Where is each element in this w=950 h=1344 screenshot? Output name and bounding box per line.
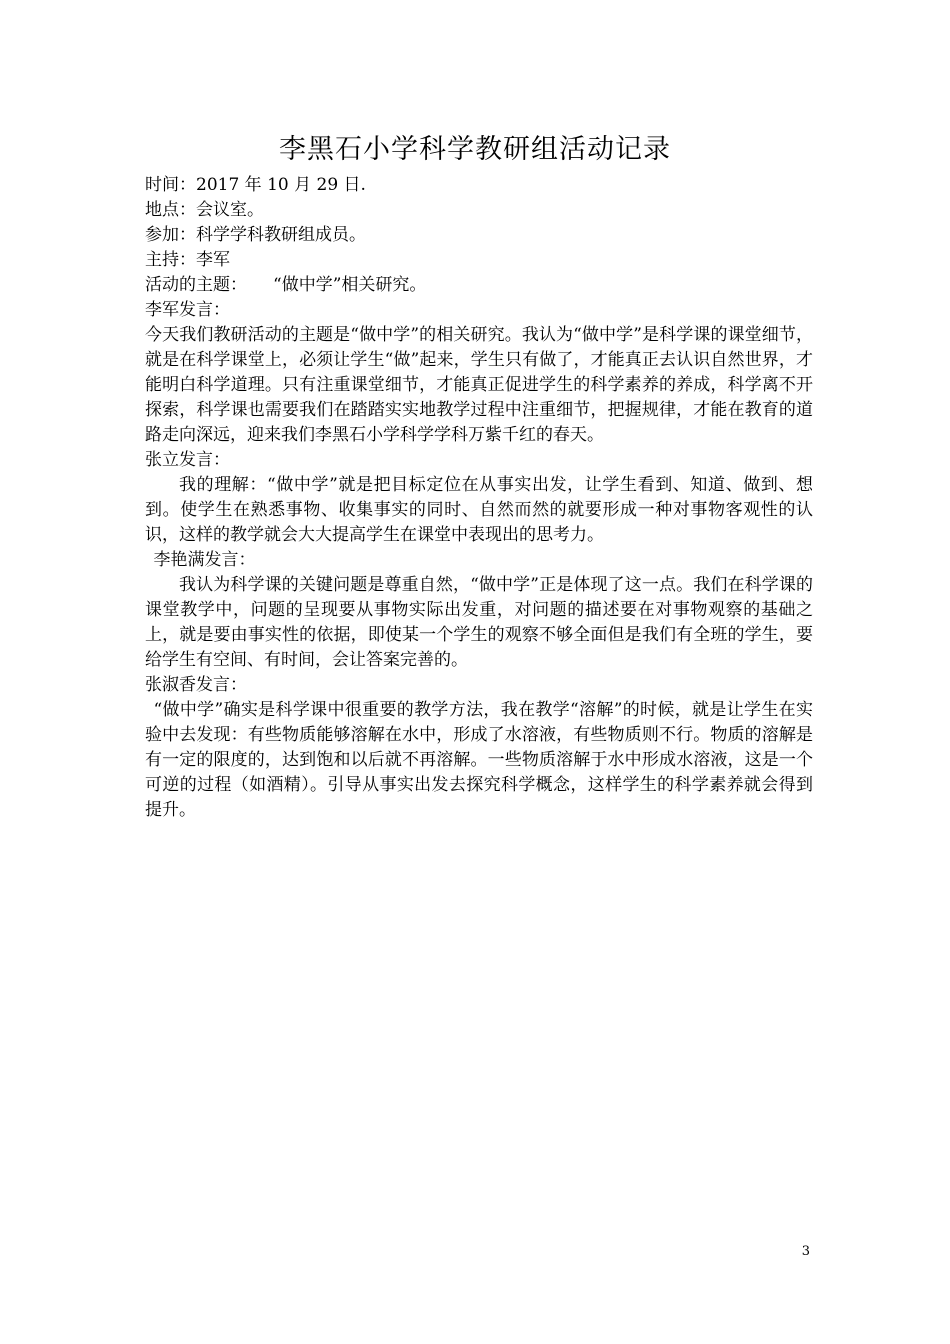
- meta-host: 主持：李军: [145, 250, 230, 270]
- meta-topic: [145, 273, 813, 298]
- page-number: 3: [801, 1244, 810, 1259]
- speech-paragraph: “做中学”确实是科学课中很重要的教学方法，我在教学“溶解”的时候，就是让学生在实验中去发现：有些物质能够溶解在水中，形成了水溶液，有些物质则不行。物质的溶解是有一定的限度的，达到饱和以后就不再溶解。一些物质溶解于水中形成水溶液，这是一个可逆的过程（如酒精）。引导从事实出发去探究科学概念，这样学生的科学素养就会得到提升。: [145, 700, 813, 820]
- document-body: [145, 173, 813, 823]
- document-title: 李黑石小学科学教研组活动记录: [279, 134, 671, 165]
- speech-paragraph: 我的理解：“做中学”就是把目标定位在从事实出发，让学生看到、知道、做到、想到。使学生在熟悉事物、收集事实的同时、自然而然的就要形成一种对事物客观性的认识，这样的教学就会大大提高学生在课堂中表现出的思考力。: [145, 475, 813, 545]
- speech-paragraph: 我认为科学课的关键问题是尊重自然，“做中学”正是体现了这一点。我们在科学课的课堂教学中，问题的呈现要从事物实际出发重，对问题的描述要在对事物观察的基础之上，就是要由事实性的依据，即使某一个学生的观察不够全面但是我们有全班的学生，要给学生有空间、有时间，会让答案完善的。: [145, 575, 813, 670]
- meta-place: 地点：会议室。: [145, 200, 264, 220]
- topic-value: “做中学”相关研究。: [273, 275, 427, 295]
- meta-participants: 参加：科学学科教研组成员。: [145, 225, 366, 245]
- meta-time: 时间：2017 年 10 月 29 日.: [145, 175, 366, 195]
- speech-paragraph: 今天我们教研活动的主题是“做中学”的相关研究。我认为“做中学”是科学课的课堂细节，就是在科学课堂上，必须让学生“做”起来，学生只有做了，才能真正去认识自然世界，才能明白科学道理。只有注重课堂细节，才能真正促进学生的科学素养的养成，科学离不开探索，科学课也需要我们在踏踏实实地教学过程中注重细节，把握规律，才能在教育的道路走向深远，迎来我们李黑石小学科学学科万紫千红的春天。: [145, 325, 813, 445]
- speaker-heading: 张淑香发言：: [145, 675, 247, 695]
- topic-label: 活动的主题：: [145, 275, 247, 295]
- speaker-heading: 张立发言：: [145, 450, 230, 470]
- speaker-heading: 李艳满发言：: [153, 550, 256, 570]
- speaker-heading: 李军发言：: [145, 300, 230, 320]
